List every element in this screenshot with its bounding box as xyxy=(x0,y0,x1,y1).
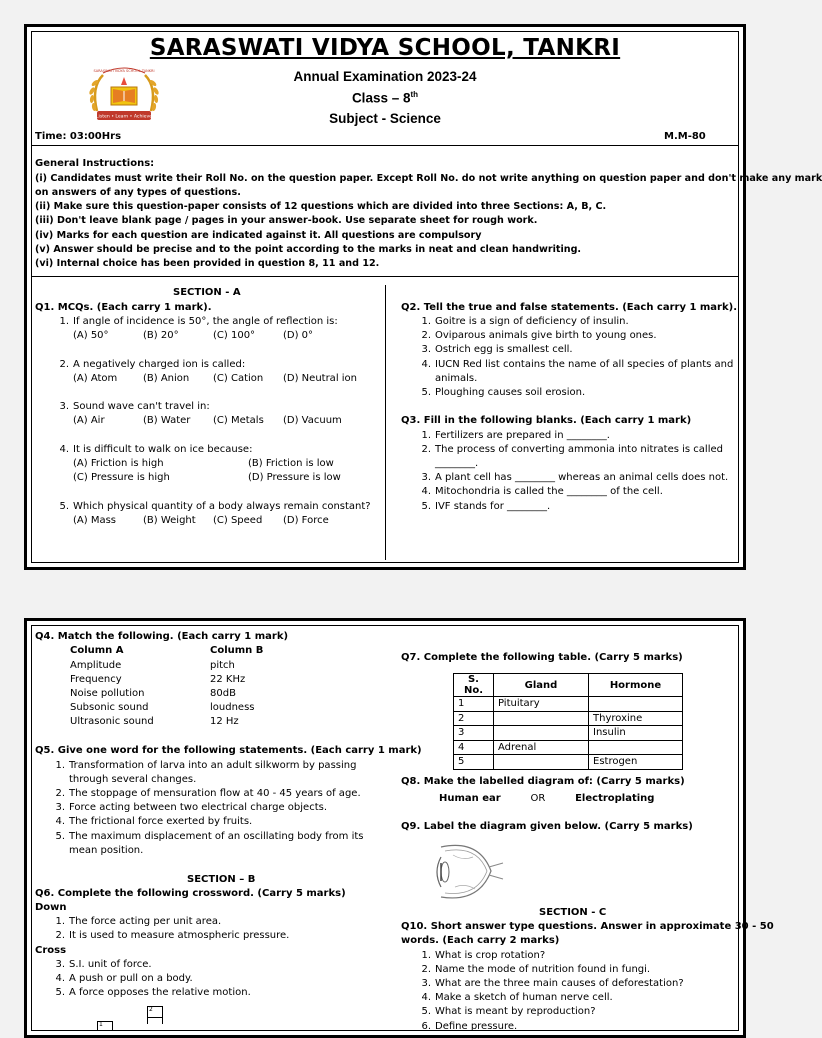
instruction-line: on answers of any types of questions. xyxy=(35,186,241,198)
one-word-item: 2. The stoppage of mensuration flow at 40 - 45 years of age. xyxy=(55,787,361,799)
blank-item: 4. Mitochondria is called the ________ of the cell. xyxy=(421,486,663,498)
q1-title: Q1. MCQs. (Each carry 1 mark). xyxy=(35,301,212,313)
table-cell xyxy=(589,740,683,755)
instruction-line: (iv) Marks for each question are indicated against it. All questions are compulsory xyxy=(35,229,482,241)
section-c-heading: SECTION - C xyxy=(539,906,607,918)
clue-item: 1. The force acting per unit area. xyxy=(55,916,222,927)
match-a-item: Amplitude xyxy=(70,659,122,671)
q10-list xyxy=(409,949,739,1034)
match-a-item: Ultrasonic sound xyxy=(70,716,154,728)
blank-item: 3. A plant cell has ________ whereas an animal cells does not. xyxy=(421,472,729,484)
table-cell xyxy=(589,697,683,712)
time-label: Time: 03:00Hrs xyxy=(35,131,122,142)
max-marks: M.M-80 xyxy=(664,131,706,142)
short-answer-item: 6. Define pressure. xyxy=(421,1020,518,1032)
match-b-item: pitch xyxy=(210,659,235,671)
q5-list xyxy=(43,759,373,858)
match-column-a xyxy=(70,659,154,730)
q3-title: Q3. Fill in the following blanks. (Each carry 1 mark) xyxy=(401,415,692,426)
instruction-line: (v) Answer should be precise and to the point according to the marks in neat and clean handwriting. xyxy=(35,243,582,255)
table-cell: Insulin xyxy=(589,726,683,741)
match-b-item: 12 Hz xyxy=(210,716,239,728)
subject-title: Subject - Science xyxy=(329,111,441,126)
blank-item: 2. The process of converting ammonia into nitrates is called ________. xyxy=(421,443,723,469)
blank-item: 1. Fertilizers are prepared in ________. xyxy=(421,429,610,441)
statement-item: 2. Oviparous animals give birth to young ones. xyxy=(421,330,657,342)
table-cell: Thyroxine xyxy=(589,711,683,726)
match-a-item: Subsonic sound xyxy=(70,702,149,714)
mcq-item: 4. It is difficult to walk on ice because: (A) Friction is high (B) Friction is low (C) Pressure is high (D) Pressure is low xyxy=(59,443,341,483)
blank-item: 5. IVF stands for ________. xyxy=(421,500,551,512)
one-word-item: 5. The maximum displacement of an oscillating body from its mean position. xyxy=(55,830,364,856)
clue-item: 4. A push or pull on a body. xyxy=(55,973,193,985)
short-answer-item: 4. Make a sketch of human nerve cell. xyxy=(421,992,613,1004)
table-header-cell: Hormone xyxy=(589,674,683,697)
table-header-row xyxy=(454,674,683,697)
table-cell xyxy=(494,726,589,741)
class-title: Class – 8th xyxy=(351,90,419,106)
q8-options: Human ear OR Electroplating xyxy=(439,793,655,804)
mcq-item: 2. A negatively charged ion is called: (A) Atom (B) Anion (C) Cation (D) Neutral ion xyxy=(59,358,358,384)
table-cell: Pituitary xyxy=(494,697,589,712)
column-divider xyxy=(385,285,386,560)
short-answer-item: 3. What are the three main causes of deforestation? xyxy=(421,977,684,989)
mcq-item: 5. Which physical quantity of a body always remain constant? (A) Mass (B) Weight (C) Speed (D) Force xyxy=(59,500,371,526)
question-paper-page-1 xyxy=(24,24,822,570)
question-paper-page-2 xyxy=(24,618,774,1038)
crossword-cell-rule xyxy=(147,1017,163,1018)
q9-title: Q9. Label the diagram given below. (Carry 5 marks) xyxy=(401,821,693,832)
table-row xyxy=(454,697,683,712)
gland-hormone-table xyxy=(453,673,683,770)
down-label: Down xyxy=(35,902,67,913)
table-cell: Adrenal xyxy=(494,740,589,755)
table-header-cell: Gland xyxy=(494,674,589,697)
table-cell xyxy=(494,755,589,770)
q8-title: Q8. Make the labelled diagram of: (Carry 5 marks) xyxy=(401,776,685,787)
table-cell: 3 xyxy=(454,726,494,741)
q6-title: Q6. Complete the following crossword. (Carry 5 marks) xyxy=(35,887,346,899)
q4-title: Q4. Match the following. (Each carry 1 mark) xyxy=(35,631,289,642)
down-clues xyxy=(43,915,373,943)
match-b-item: 80dB xyxy=(210,687,236,699)
instruction-line: (vi) Internal choice has been provided in question 8, 11 and 12. xyxy=(35,258,380,269)
q2-title: Q2. Tell the true and false statements. (Each carry 1 mark). xyxy=(401,301,738,313)
clue-item: 2. It is used to measure atmospheric pressure. xyxy=(55,930,290,942)
cross-clues xyxy=(43,958,373,1001)
instructions-title: General Instructions: xyxy=(35,158,155,169)
table-row xyxy=(454,726,683,741)
table-cell xyxy=(494,711,589,726)
svg-text:Listen • Learn • Achieve: Listen • Learn • Achieve xyxy=(95,114,153,120)
match-b-item: 22 KHz xyxy=(210,673,246,685)
clue-item: 3. S.I. unit of force. xyxy=(55,959,152,970)
short-answer-item: 5. What is meant by reproduction? xyxy=(421,1006,596,1018)
column-b-heading: Column B xyxy=(210,645,264,656)
mcq-item: 3. Sound wave can't travel in: (A) Air (B) Water (C) Metals (D) Vacuum xyxy=(59,401,342,427)
statement-item: 1. Goitre is a sign of deficiency of insulin. xyxy=(421,316,629,327)
mcq-item: 1. If angle of incidence is 50°, the angle of reflection is: (A) 50° (B) 20° (C) 100° (D) 0° xyxy=(59,316,338,342)
one-word-item: 3. Force acting between two electrical charge objects. xyxy=(55,802,327,814)
statement-item: 3. Ostrich egg is smallest cell. xyxy=(421,344,573,356)
statement-item: 5. Ploughing causes soil erosion. xyxy=(421,387,586,399)
short-answer-item: 2. Name the mode of nutrition found in fungi. xyxy=(421,963,651,975)
q10-title-cont: words. (Each carry 2 marks) xyxy=(401,935,560,946)
statement-item: 4. IUCN Red list contains the name of all species of plants and animals. xyxy=(421,358,734,384)
table-row xyxy=(454,755,683,770)
instruction-line: (ii) Make sure this question-paper consists of 12 questions which are divided into three Sections: A, B, C. xyxy=(35,201,607,212)
match-a-item: Frequency xyxy=(70,673,122,685)
school-name: SARASWATI VIDYA SCHOOL, TANKRI xyxy=(149,35,621,61)
q5-title: Q5. Give one word for the following statements. (Each carry 1 mark) xyxy=(35,745,422,756)
svg-text:SARASWATI VIDYA SCHOOL TANKRI: SARASWATI VIDYA SCHOOL TANKRI xyxy=(93,69,155,73)
table-header-cell: S. No. xyxy=(454,674,494,697)
table-cell: 2 xyxy=(454,711,494,726)
column-a-heading: Column A xyxy=(70,645,124,656)
table-row xyxy=(454,740,683,755)
cross-label: Cross xyxy=(35,944,67,956)
table-cell: 5 xyxy=(454,755,494,770)
q2-list xyxy=(409,315,739,400)
table-cell: Estrogen xyxy=(589,755,683,770)
instructions-rule xyxy=(31,276,739,277)
match-a-item: Noise pollution xyxy=(70,687,145,699)
short-answer-item: 1. What is crop rotation? xyxy=(421,949,546,961)
one-word-item: 4. The frictional force exerted by fruits. xyxy=(55,816,253,828)
crossword-number: 2 xyxy=(149,1006,153,1013)
table-cell: 1 xyxy=(454,697,494,712)
table-row xyxy=(454,711,683,726)
instruction-line: (iii) Don't leave blank page / pages in your answer-book. Use separate sheet for rough work. xyxy=(35,215,538,227)
match-column-b xyxy=(210,659,255,730)
section-b-heading: SECTION – B xyxy=(187,873,256,885)
q7-title: Q7. Complete the following table. (Carry 5 marks) xyxy=(401,652,683,663)
crossword-number: 1 xyxy=(99,1021,103,1028)
clue-item: 5. A force opposes the relative motion. xyxy=(55,987,251,999)
section-a-heading: SECTION - A xyxy=(173,287,241,298)
exam-title: Annual Examination 2023-24 xyxy=(293,69,477,84)
header-rule xyxy=(31,145,739,146)
eye-diagram-icon xyxy=(433,841,505,903)
q1-list xyxy=(47,315,377,528)
q10-title: Q10. Short answer type questions. Answer in approximate 30 - 50 xyxy=(401,921,774,932)
q3-list xyxy=(409,429,739,514)
one-word-item: 1. Transformation of larva into an adult silkworm by passing through several changes. xyxy=(55,759,357,785)
instruction-line: (i) Candidates must write their Roll No. on the question paper. Except Roll No. do not write anything on question paper and don't make any mark xyxy=(35,172,822,184)
match-b-item: loudness xyxy=(210,702,255,714)
table-cell: 4 xyxy=(454,740,494,755)
